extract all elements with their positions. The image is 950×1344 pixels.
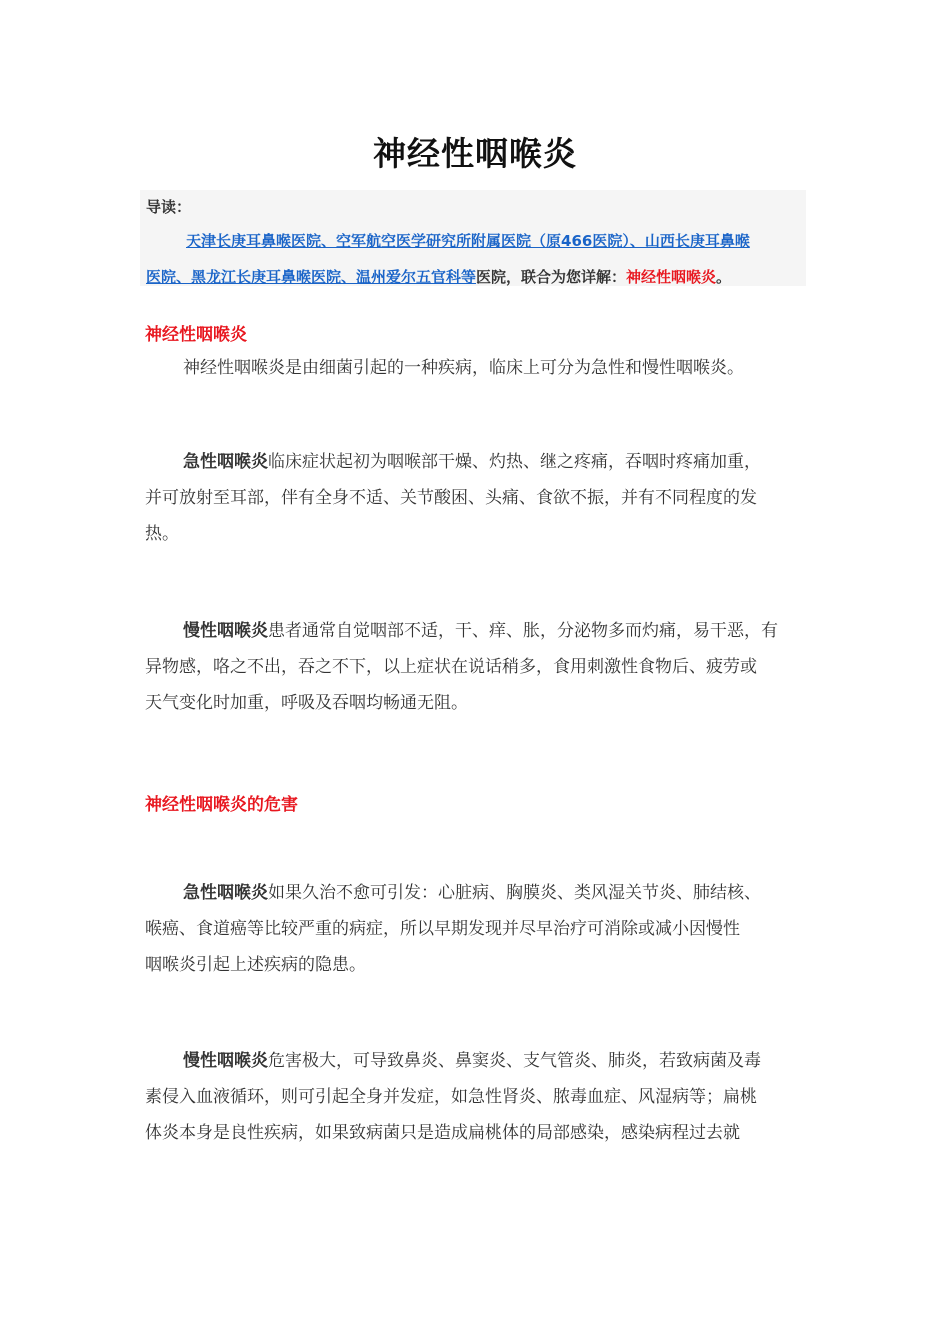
paragraph-line: [145, 444, 807, 480]
intro-line-2: [146, 266, 731, 287]
paragraph-line: 咽喉炎引起上述疾病的隐患。: [145, 955, 366, 975]
paragraph-line: 热。: [145, 524, 179, 544]
page-title: 神经性咽喉炎: [373, 134, 577, 173]
paragraph-line: 神经性咽喉炎是由细菌引起的一种疾病，临床上可分为急性和慢性咽喉炎。: [183, 358, 744, 378]
intro-label: 导读：: [146, 198, 192, 216]
paragraph-acute-symptoms: [145, 444, 807, 552]
hospital-links-2[interactable]: 医院、黑龙江长庚耳鼻喉医院、温州爱尔五官科等: [146, 268, 477, 286]
section-heading-1: 神经性咽喉炎: [145, 325, 247, 345]
paragraph-acute-harm: [145, 875, 807, 983]
paragraph-line: 素侵入血液循环，则可引起全身并发症，如急性肾炎、脓毒血症、风湿病等；扁桃: [145, 1087, 757, 1107]
hospital-links-1[interactable]: 天津长庚耳鼻喉医院、空军航空医学研究所附属医院（原466医院）、山西长庚耳鼻喉: [186, 232, 750, 250]
paragraph-line: 天气变化时加重，呼吸及吞咽均畅通无阻。: [145, 693, 468, 713]
text-segment: 如果久治不愈可引发：心脏病、胸膜炎、类风湿关节炎、肺结核、: [268, 883, 761, 903]
paragraph-line: 体炎本身是良性疾病，如果致病菌只是造成扁桃体的局部感染，感染病程过去就: [145, 1123, 740, 1143]
paragraph-line: [145, 1043, 807, 1079]
intro-plain-text: 医院，联合为您详解：: [476, 268, 627, 286]
text-segment: 临床症状起初为咽喉部干燥、灼热、继之疼痛，吞咽时疼痛加重，: [268, 452, 761, 472]
paragraph-chronic-symptoms: [145, 613, 807, 721]
paragraph-line: 并可放射至耳部，伴有全身不适、关节酸困、头痛、食欲不振，并有不同程度的发: [145, 488, 757, 508]
section-heading-2: 神经性咽喉炎的危害: [145, 795, 298, 815]
paragraph-line: 异物感，咯之不出，吞之不下，以上症状在说话稍多，食用刺激性食物后、疲劳或: [145, 657, 757, 677]
intro-box: [140, 190, 806, 286]
term-chronic: 慢性咽喉炎: [183, 621, 268, 641]
paragraph-chronic-harm: [145, 1043, 807, 1151]
intro-topic: 神经性咽喉炎: [626, 268, 717, 286]
paragraph-line: [145, 613, 807, 649]
paragraph-line: 喉癌、食道癌等比较严重的病症，所以早期发现并尽早治疗可消除或减小因慢性: [145, 919, 740, 939]
text-segment: 患者通常自觉咽部不适，干、痒、胀，分泌物多而灼痛，易干恶，有: [268, 621, 778, 641]
intro-line-1: [186, 230, 750, 251]
paragraph-line: [145, 875, 807, 911]
text-segment: 危害极大，可导致鼻炎、鼻窦炎、支气管炎、肺炎，若致病菌及毒: [268, 1051, 761, 1071]
intro-end-mark: 。: [716, 268, 732, 286]
paragraph-definition: [145, 350, 807, 386]
term-chronic: 慢性咽喉炎: [183, 1051, 268, 1071]
term-acute: 急性咽喉炎: [183, 452, 268, 472]
term-acute: 急性咽喉炎: [183, 883, 268, 903]
